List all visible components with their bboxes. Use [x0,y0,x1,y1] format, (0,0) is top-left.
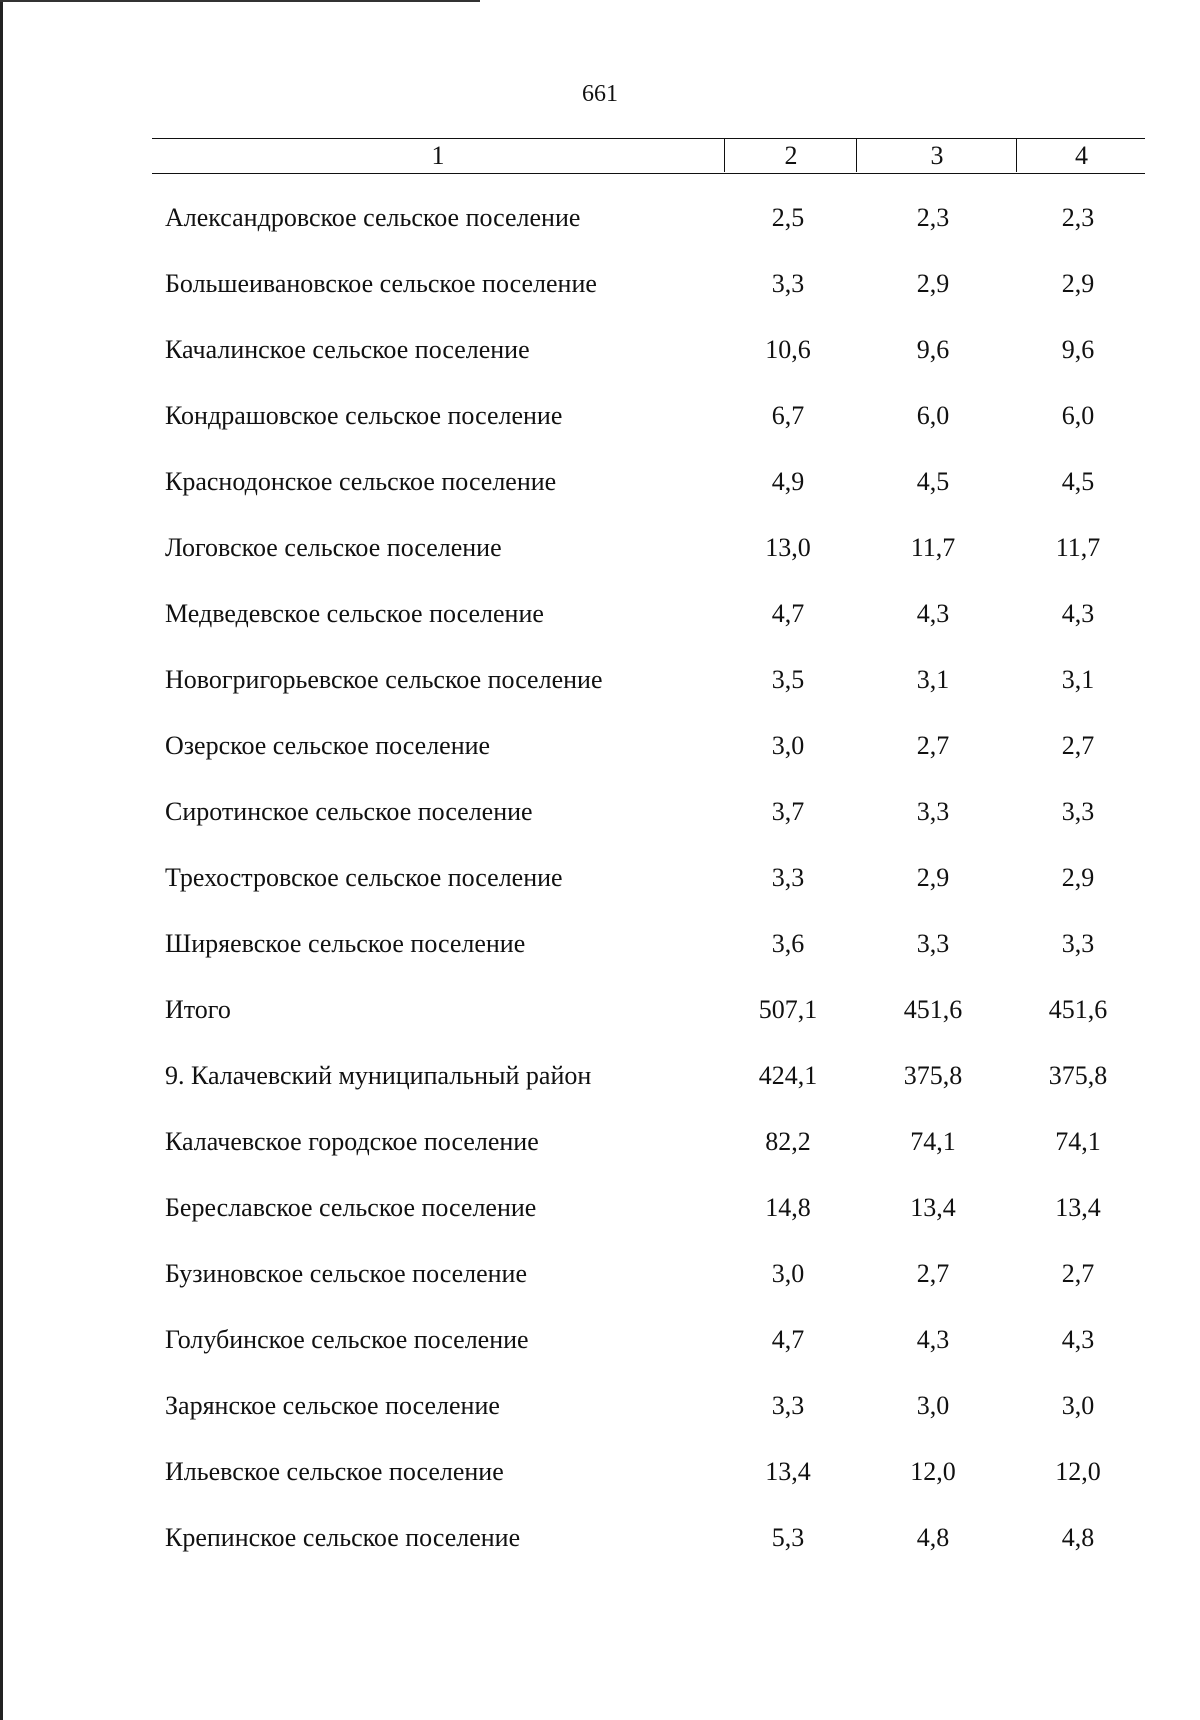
table-row [0,594,1200,634]
row-value-col3: 375,8 [903,1061,963,1090]
row-name: Голубинское сельское поселение [165,1325,529,1354]
row-value-col2: 3,3 [771,863,805,892]
table-row [0,726,1200,766]
row-name: 9. Калачевский муниципальный район [165,1061,592,1090]
row-value-col2: 4,7 [771,599,805,628]
row-value-col4: 375,8 [1048,1061,1108,1090]
table-row [0,1386,1200,1426]
row-value-col3: 451,6 [903,995,963,1024]
row-name: Качалинское сельское поселение [165,335,530,364]
row-name: Большеивановское сельское поселение [165,269,597,298]
row-value-col3: 2,7 [916,1259,950,1288]
row-value-col2: 3,0 [771,1259,805,1288]
row-value-col2: 14,8 [765,1193,811,1222]
row-value-col3: 11,7 [910,533,956,562]
row-value-col2: 3,3 [771,1391,805,1420]
row-value-col3: 74,1 [910,1127,956,1156]
row-value-col4: 3,3 [1061,929,1095,958]
table-row [0,264,1200,304]
row-value-col4: 4,3 [1061,599,1095,628]
table-row-total [0,990,1200,1030]
row-name: Новогригорьевское сельское поселение [165,665,603,694]
row-value-col2: 2,5 [771,203,805,232]
row-name: Александровское сельское поселение [165,203,581,232]
row-value-col3: 12,0 [910,1457,956,1486]
row-value-col2: 3,0 [771,731,805,760]
table-row [0,792,1200,832]
row-name: Крепинское сельское поселение [165,1523,521,1552]
row-value-col2: 5,3 [771,1523,805,1552]
row-value-col4: 2,3 [1061,203,1095,232]
row-value-col3: 4,3 [916,599,950,628]
scan-edge-top [0,0,480,2]
row-value-col3: 2,9 [916,863,950,892]
column-header-2: 2 [724,139,857,172]
row-value-col4: 12,0 [1055,1457,1101,1486]
row-value-col4: 3,0 [1061,1391,1095,1420]
row-name: Береславское сельское поселение [165,1193,537,1222]
row-value-col2: 13,0 [765,533,811,562]
row-value-col4: 2,9 [1061,269,1095,298]
table-row [0,528,1200,568]
table-row-district [0,1056,1200,1096]
row-name: Краснодонское сельское поселение [165,467,557,496]
table-row [0,198,1200,238]
table-header [152,138,1145,174]
row-name: Бузиновское сельское поселение [165,1259,527,1288]
row-value-col4: 6,0 [1061,401,1095,430]
row-value-col4: 4,3 [1061,1325,1095,1354]
table-row [0,858,1200,898]
row-value-col2: 4,9 [771,467,805,496]
row-value-col2: 10,6 [765,335,811,364]
row-name: Сиротинское сельское поселение [165,797,533,826]
row-value-col4: 13,4 [1055,1193,1101,1222]
table-row [0,1188,1200,1228]
row-value-col3: 2,9 [916,269,950,298]
row-value-col4: 4,5 [1061,467,1095,496]
row-value-col2: 3,3 [771,269,805,298]
row-value-col2: 3,6 [771,929,805,958]
row-name: Ширяевское сельское поселение [165,929,526,958]
table-row [0,1320,1200,1360]
row-value-col2: 3,7 [771,797,805,826]
column-header-3: 3 [856,139,1017,172]
row-value-col2: 6,7 [771,401,805,430]
row-value-col3: 3,0 [916,1391,950,1420]
row-value-col4: 4,8 [1061,1523,1095,1552]
row-value-col2: 4,7 [771,1325,805,1354]
row-name: Логовское сельское поселение [165,533,502,562]
table-row [0,462,1200,502]
row-value-col3: 3,3 [916,797,950,826]
column-header-4: 4 [1016,139,1146,172]
row-value-col4: 2,7 [1061,1259,1095,1288]
row-value-col3: 2,3 [916,203,950,232]
row-value-col3: 4,8 [916,1523,950,1552]
row-value-col3: 4,5 [916,467,950,496]
row-name: Медведевское сельское поселение [165,599,544,628]
table-row [0,1452,1200,1492]
row-value-col3: 4,3 [916,1325,950,1354]
row-value-col4: 2,9 [1061,863,1095,892]
row-value-col3: 3,1 [916,665,950,694]
table-row [0,1254,1200,1294]
row-value-col2: 13,4 [765,1457,811,1486]
page-number: 661 [582,81,618,107]
row-value-col4: 3,1 [1061,665,1095,694]
row-value-col3: 13,4 [910,1193,956,1222]
row-value-col4: 3,3 [1061,797,1095,826]
row-name: Итого [165,995,231,1024]
row-value-col2: 424,1 [758,1061,818,1090]
row-value-col4: 9,6 [1061,335,1095,364]
table-row [0,660,1200,700]
column-header-1: 1 [431,141,445,170]
row-name: Зарянское сельское поселение [165,1391,500,1420]
row-name: Ильевское сельское поселение [165,1457,504,1486]
row-value-col4: 2,7 [1061,731,1095,760]
row-name: Трехостровское сельское поселение [165,863,563,892]
row-name: Озерское сельское поселение [165,731,491,760]
row-value-col3: 6,0 [916,401,950,430]
row-value-col4: 74,1 [1055,1127,1101,1156]
row-value-col2: 507,1 [758,995,818,1024]
row-name: Кондрашовское сельское поселение [165,401,563,430]
row-value-col2: 82,2 [765,1127,811,1156]
row-value-col4: 11,7 [1055,533,1101,562]
table-row [0,1518,1200,1558]
table-row [0,924,1200,964]
row-value-col3: 3,3 [916,929,950,958]
row-name: Калачевское городское поселение [165,1127,539,1156]
row-value-col2: 3,5 [771,665,805,694]
table-row [0,1122,1200,1162]
row-value-col3: 9,6 [916,335,950,364]
table-row [0,330,1200,370]
row-value-col4: 451,6 [1048,995,1108,1024]
row-value-col3: 2,7 [916,731,950,760]
table-row [0,396,1200,436]
